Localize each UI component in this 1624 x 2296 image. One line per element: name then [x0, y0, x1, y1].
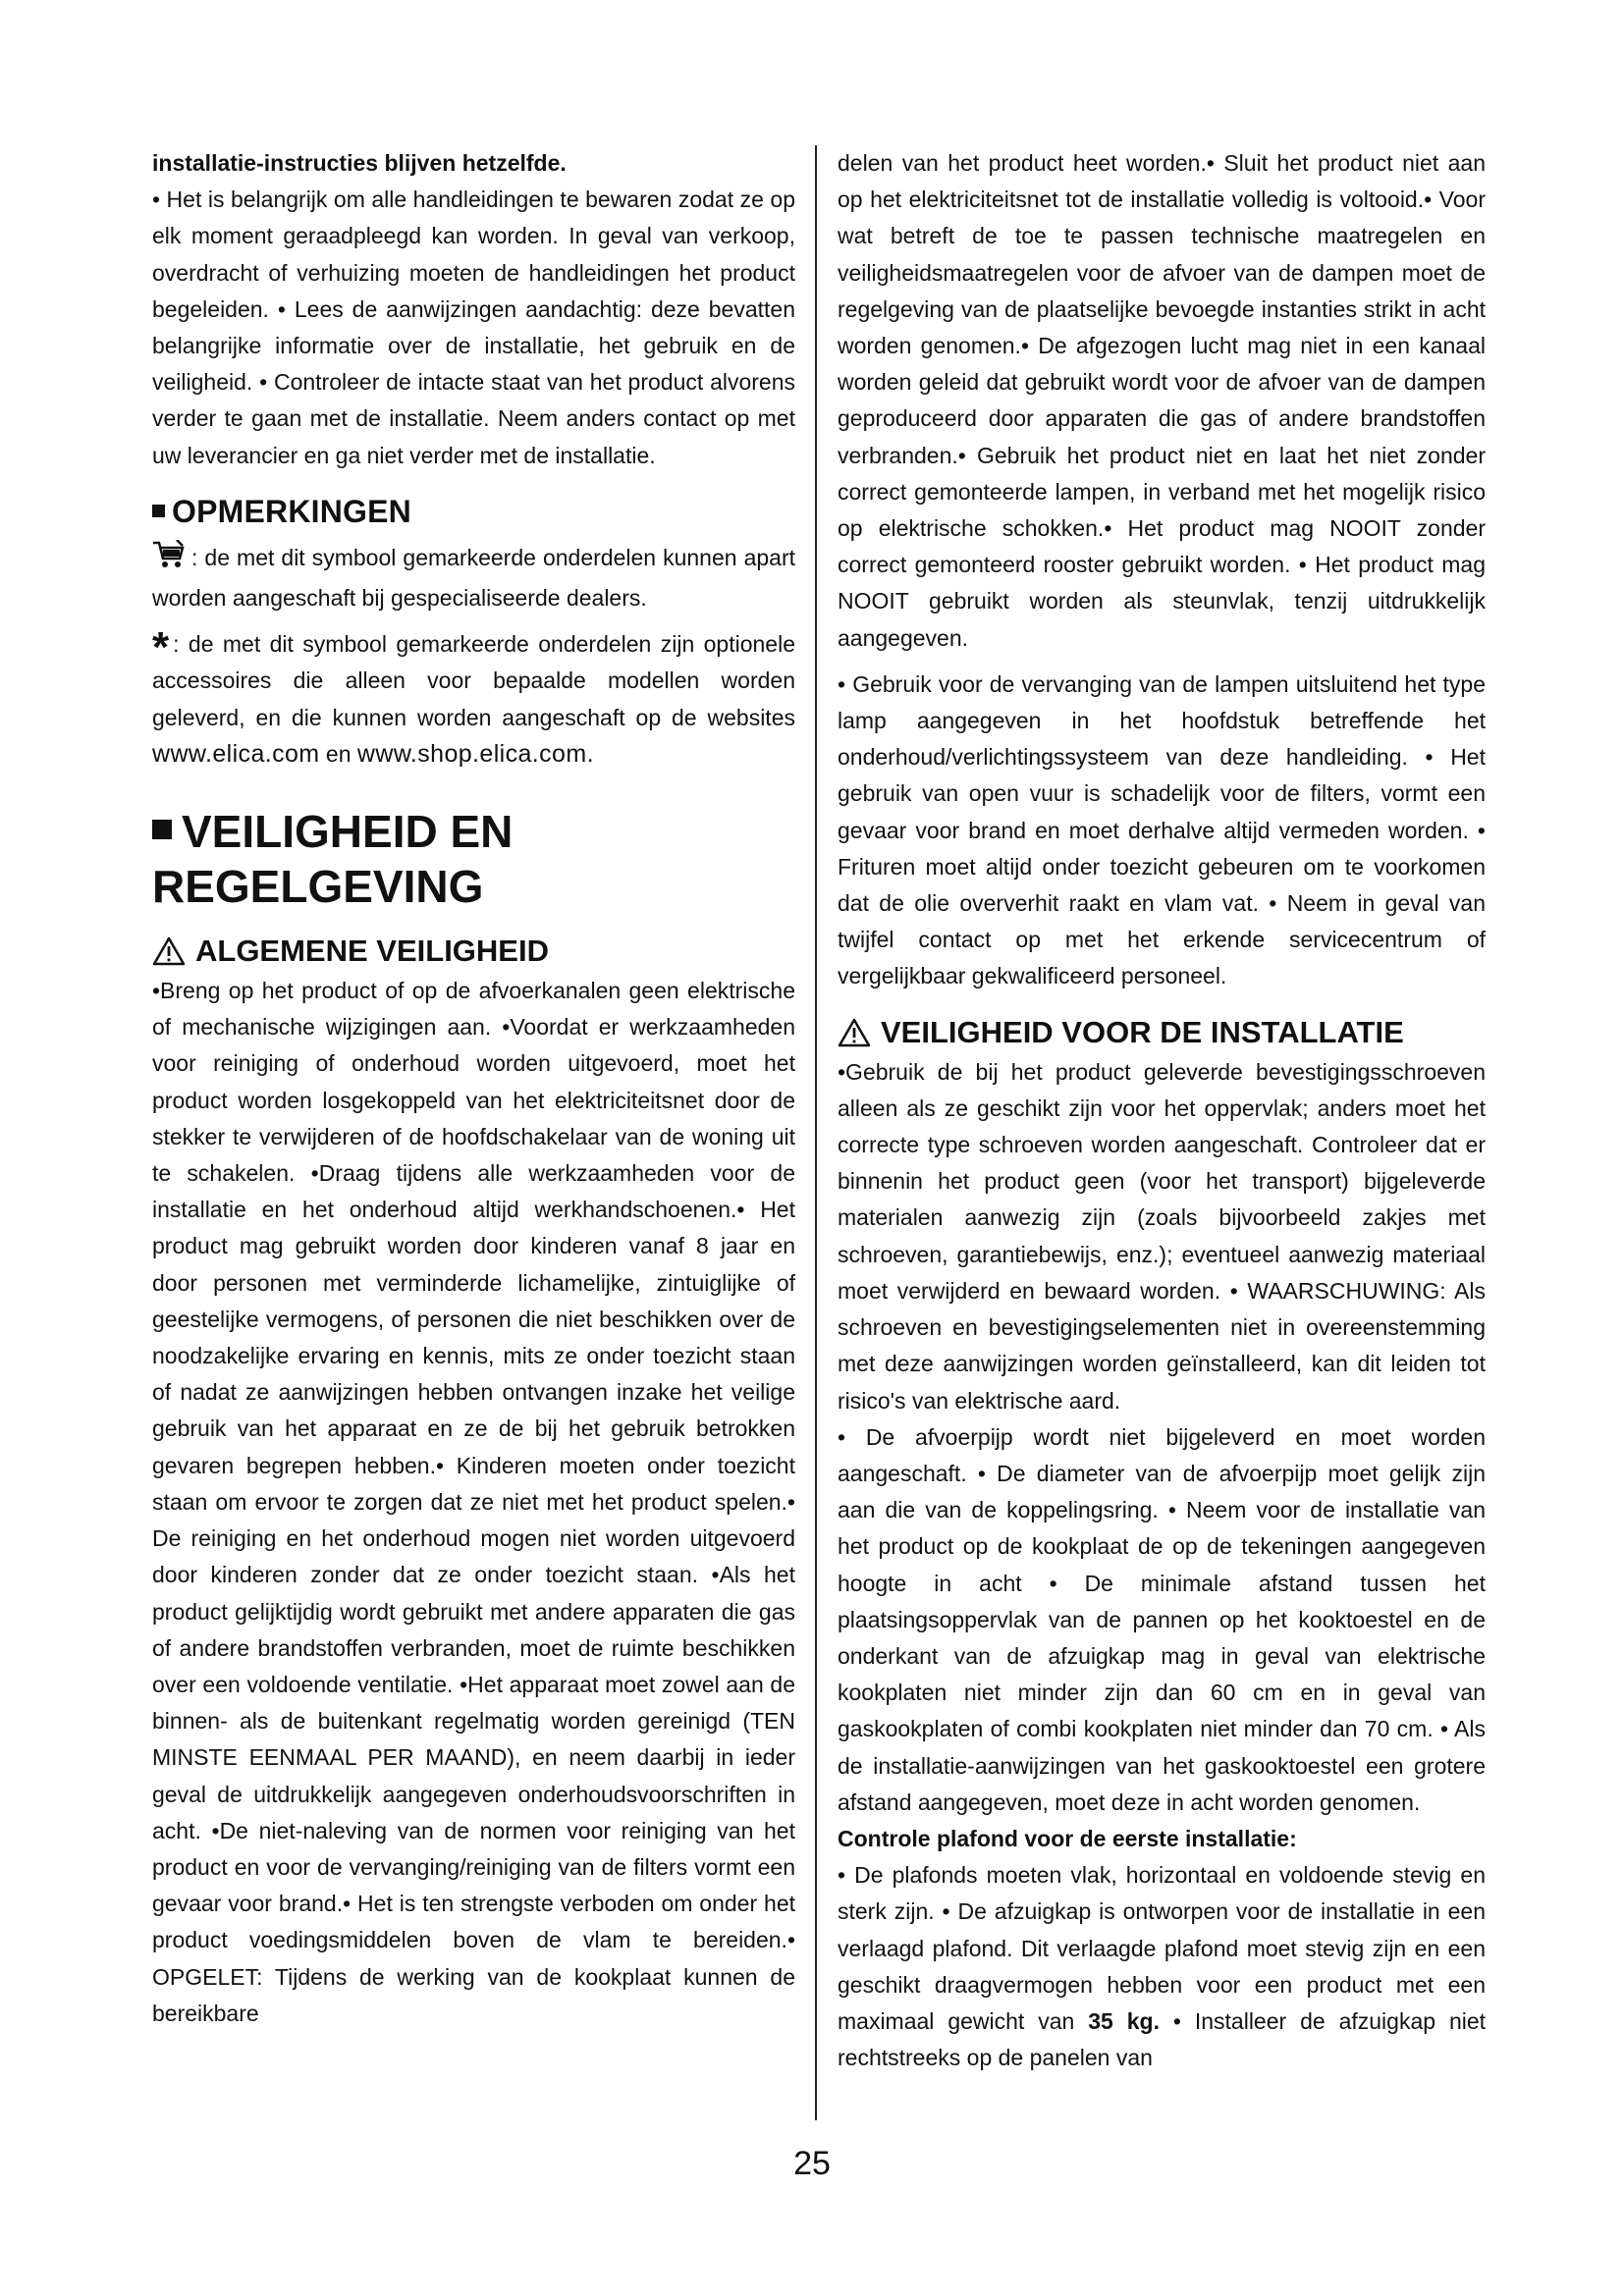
warning-triangle-icon	[152, 936, 186, 966]
algemene-paragraph: •Breng op het product of op de afvoerkanalen geen elektrische of mechanische wijzigingen aan. •Voordat er werkzaamheden voor reiniging of onderhoud worden uitgevoerd, moet het product worden losgekoppeld van het elektriciteitsnet door de stekker te verwijderen of de hoofdschakelaar van de woning uit te schakelen. •Draag tijdens alle werkzaamheden voor de installatie en het onderhoud altijd werkhandschoenen.• Het product mag gebruikt worden door kinderen vanaf 8 jaar en door personen met verminderde lichamelijke, zintuiglijke of geestelijke vermogens, of personen die niet beschikken over de noodzakelijke ervaring en kennis, mits ze onder toezicht staan of nadat ze aanwijzingen hebben ontvangen inzake het veilige gebruik van het apparaat en ze de bij het gebruik betrokken gevaren begrepen hebben.• Kinderen moeten onder toezicht staan om ervoor te zorgen dat ze niet met het product spelen.• De reiniging en het onderhoud mogen niet worden uitgevoerd door kinderen zonder dat ze onder toezicht staan. •Als het product gelijktijdig wordt gebruikt met andere apparaten die gas of andere brandstoffen verbranden, moet de ruimte beschikken over een voldoende ventilatie. •Het apparaat moet zowel aan de binnen- als de buitenkant regelmatig worden gereinigd (TEN MINSTE EENMAAL PER MAAND), en neem daarbij in ieder geval de uitdrukkelijk aangegeven onderhoudsvoorschriften in acht. •De niet-naleving van de normen voor reiniging van het product en voor de vervanging/reiniging van de filters vormt een gevaar voor brand.• Het is ten strengste verboden om onder het product voedingsmiddelen boven de vlam te bereiden.• OPGELET: Tijdens de werking van de kookplaat kunnen de bereikbare	[152, 978, 795, 2026]
asterisk-icon: *	[152, 623, 170, 672]
algemene-heading	[152, 934, 795, 969]
page-number: 25	[793, 2145, 831, 2182]
veiligheid-heading-line2: REGELGEVING	[152, 861, 484, 913]
veiligheid-heading	[152, 804, 795, 914]
algemene-heading-text: ALGEMENE VEILIGHEID	[195, 934, 549, 969]
plafond-text-part2: • Installeer de afzuigkap niet rechtstreeks op de panelen van	[838, 2007, 1487, 2071]
installatie-paragraph: •Gebruik de bij het product geleverde bevestigingsschroeven alleen als ze geschikt zijn voor het oppervlak; anders moet het correcte type schroeven worden aangeschaft. Controleer dat er binnenin het product geen (voor het transport) bijgeleverde materialen aanwezig zijn (zoals bijvoorbeeld zakjes met schroeven, garantiebewijs, enz.); eventueel aanwezig materiaal moet verwijderd en bewaard worden. • WAARSCHUWING: Als schroeven en bevestigingselementen niet in overeenstemming met deze aanwijzingen worden geïnstalleerd, kan dit leiden tot risico's van elektrische aard.	[838, 1058, 1486, 1414]
afvoer-paragraph: • De afvoerpijp wordt niet bijgeleverd en moet worden aangeschaft. • De diameter van de afvoerpijp moet gelijk zijn aan die van de koppelingsring. • Neem voor de installatie van het product op de kookplaat de op de tekeningen aangegeven hoogte in acht • De minimale afstand tussen het plaatsingsoppervlak van de pannen op het kooktoestel en de onderkant van de afzuigkap mag in geval van elektrische kookplaten niet minder zijn dan 60 cm en in geval van gaskookplaten of combi kookplaten niet minder dan 70 cm. • Als de installatie-aanwijzingen van het gaskooktoestel een grotere afstand aangegeven, moet deze in acht worden genomen.	[838, 1423, 1486, 1815]
continued-paragraph: delen van het product heet worden.• Sluit het product niet aan op het elektriciteitsnet tot de installatie volledig is voltooid.• Voor wat betreft de toe te passen technische maatregelen en veiligheidsmaatregelen voor de afvoer van de dampen moet de regelgeving van de plaatselijke bevoegde instanties strikt in acht worden genomen.• De afgezogen lucht mag niet in een kanaal worden geleid dat gebruikt wordt voor de afvoer van de dampen geproduceerd door apparaten die gas of andere brandstoffen verbranden.• Gebruik het product niet en laat het niet zonder correct gemonteerde lampen, in verband met het mogelijk risico op elektrische schokken.• Het product mag NOOIT zonder correct gemonteerd rooster gebruikt worden. • Het product mag NOOIT gebruikt worden als steunvlak, tenzij uitdrukkelijk aangegeven.	[838, 150, 1486, 651]
installatie-heading	[838, 1015, 1486, 1050]
right-column	[838, 145, 1486, 2076]
square-bullet-icon	[152, 820, 172, 839]
opmerkingen-heading	[152, 494, 795, 530]
opmerkingen-heading-text: OPMERKINGEN	[172, 493, 411, 529]
cart-note	[152, 540, 795, 616]
left-column	[152, 145, 795, 2032]
intro-paragraph: • Het is belangrijk om alle handleidingen te bewaren zodat ze op elk moment geraadpleegd kan worden. In geval van verkoop, overdracht of verhuizing moeten de handleidingen het product begeleiden. • Lees de aanwijzingen aandachtig: deze bevatten belangrijke informatie over de installatie, het gebruik en de veiligheid. • Controleer de intacte staat van het product alvorens verder te gaan met de installatie. Neem anders contact op met uw leverancier en ga niet verder met de installatie.	[152, 187, 795, 468]
column-divider	[815, 145, 817, 2120]
warning-triangle-icon	[838, 1018, 871, 1047]
lamp-paragraph: • Gebruik voor de vervanging van de lampen uitsluitend het type lamp aangegeven in het hoofdstuk betreffende het onderhoud/verlichtingssysteem van deze handleiding. • Het gebruik van open vuur is schadelijk voor de filters, vormt een gevaar voor brand en moet derhalve altijd vermeden worden. • Frituren moet altijd onder toezicht gebeuren om te voorkomen dat de olie oververhit raakt en vlam vat. • Neem in geval van twijfel contact op met het erkende servicecentrum of vergelijkbaar gekwalificeerd personeel.	[838, 670, 1486, 989]
square-bullet-icon	[152, 505, 165, 517]
website-shop-elica[interactable]: www.shop.elica.com.	[356, 739, 594, 768]
plafond-weight: 35 kg.	[1088, 2007, 1160, 2034]
veiligheid-heading-line1: VEILIGHEID EN	[182, 806, 514, 858]
installatie-heading-text: VEILIGHEID VOOR DE INSTALLATIE	[881, 1014, 1404, 1049]
website-joiner: en	[325, 740, 352, 767]
cart-note-text: : de met dit symbool gemarkeerde onderdelen kunnen apart worden aangeschaft bij gespecialiseerde dealers.	[152, 544, 795, 612]
star-note	[152, 623, 795, 773]
website-elica[interactable]: www.elica.com	[152, 739, 320, 768]
plafond-text-part1: • De plafonds moeten vlak, horizontaal en voldoende stevig en sterk zijn. • De afzuigkap is ontworpen voor de installatie in een verlaagd plafond. Dit verlaagde plafond moet stevig zijn en een geschikt draagvermogen hebben voor een product met een maximaal gewicht van	[838, 1862, 1486, 2034]
shopping-cart-icon	[152, 540, 186, 580]
plafond-paragraph	[838, 1857, 1486, 2076]
plafond-heading: Controle plafond voor de eerste installatie:	[838, 1825, 1297, 1851]
star-note-text: : de met dit symbool gemarkeerde onderdelen zijn optionele accessoires die alleen voor bepaalde modellen worden geleverd, en die kunnen worden aangeschaft op de websites	[152, 631, 795, 730]
intro-bold-line: installatie-instructies blijven hetzelfde.	[152, 150, 567, 176]
